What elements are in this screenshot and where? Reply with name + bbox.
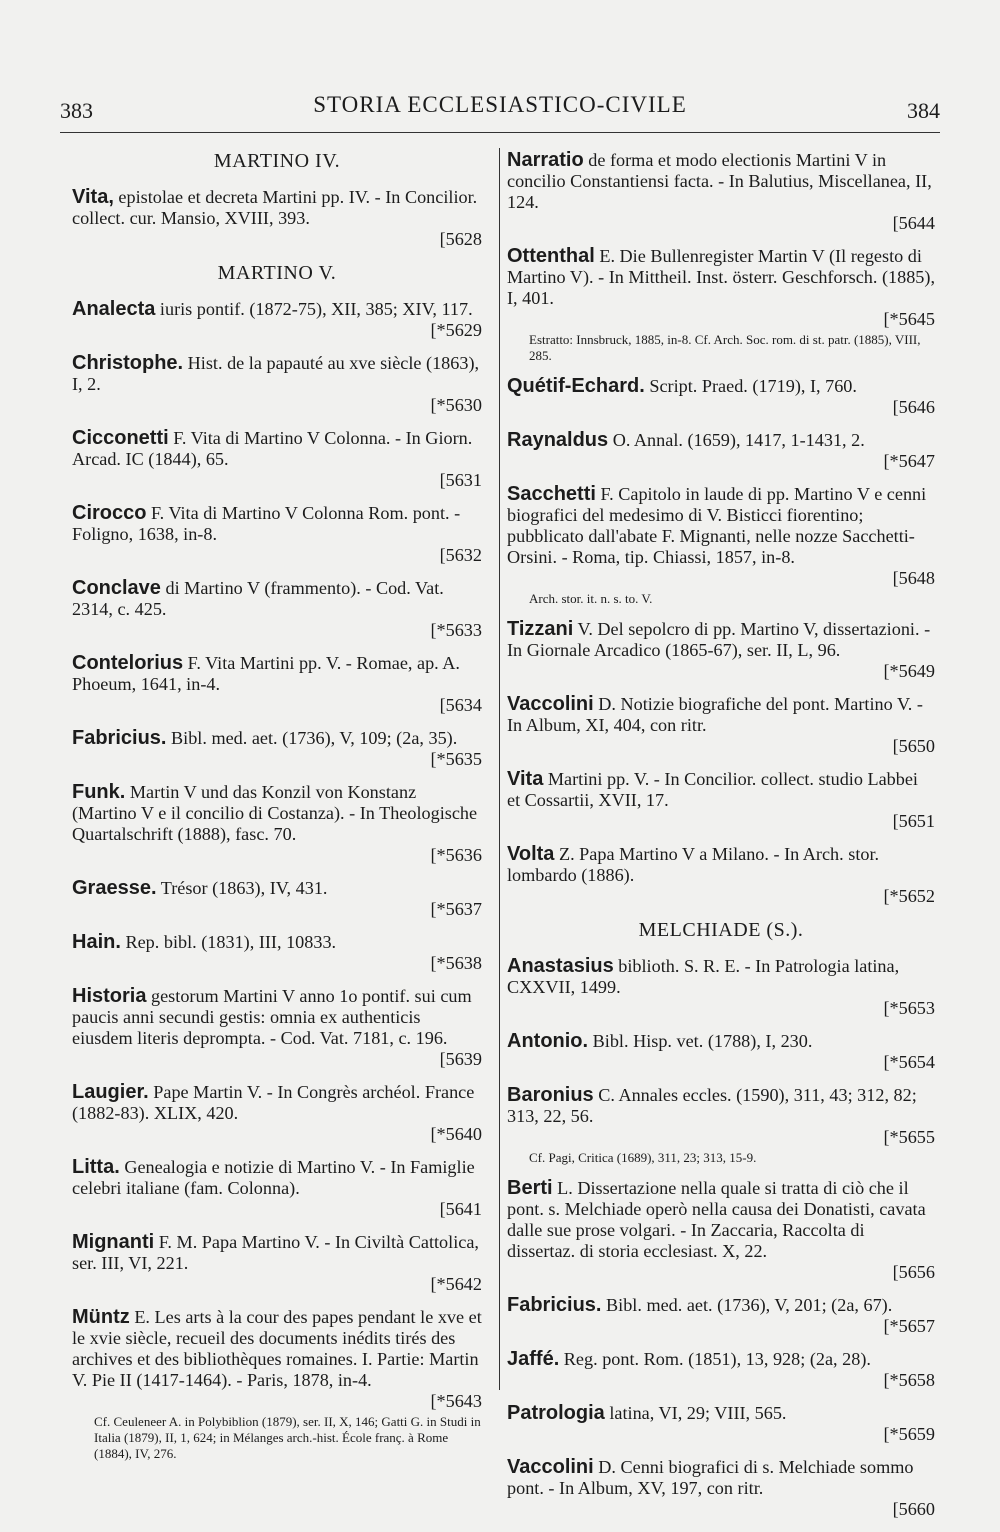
- bibliography-entry: [72, 986, 482, 1070]
- entry-number: [5660: [892, 1499, 935, 1519]
- entry-number: [5631: [439, 470, 482, 490]
- entry-number: [*5637: [430, 899, 482, 919]
- entry-headword: Baronius: [507, 1084, 594, 1106]
- entry-headword: Vita: [507, 768, 544, 790]
- entry-headword: Historia: [72, 985, 147, 1007]
- entry-headword: Sacchetti: [507, 483, 596, 505]
- entry-headword: Conclave: [72, 577, 161, 599]
- entry-headword: Antonio.: [507, 1030, 589, 1052]
- entry-headword: Berti: [507, 1177, 553, 1199]
- bibliography-entry: [72, 503, 482, 566]
- entry-headword: Graesse.: [72, 877, 157, 899]
- entry-headword: Cicconetti: [72, 427, 169, 449]
- entry-headword: Cirocco: [72, 502, 147, 524]
- bibliography-entry: [72, 878, 482, 920]
- entry-text: E. Die Bullenregister Martin V (Il regesto di Martino V). - In Mittheil. Inst. österr. Geschforsch. (1885), I, 401.: [507, 246, 936, 308]
- entry-text: E. Les arts à la cour des papes pendant le xve et le xvie siècle, recueil des documents inédits tirés des archives et des bibliothèques romaines. I. Partie: Martin V. Pie II (1417-1464). - Paris, 1878, in-4.: [72, 1307, 482, 1390]
- bibliography-entry: [507, 1178, 935, 1283]
- entry-number: [*5659: [883, 1424, 935, 1444]
- section-heading: MARTINO IV.: [213, 150, 341, 172]
- bibliography-entry: [72, 728, 482, 770]
- entry-number: [5644: [892, 213, 935, 233]
- entry-number: [5651: [892, 811, 935, 831]
- left-column: [72, 150, 482, 1474]
- entry-headword: Volta: [507, 843, 555, 865]
- bibliography-entry: [72, 299, 482, 341]
- entry-number: [*5633: [430, 620, 482, 640]
- entry-number: [5639: [439, 1049, 482, 1069]
- bibliography-entry: [72, 782, 482, 866]
- entry-number: [*5629: [430, 320, 482, 340]
- entry-headword: Anastasius: [507, 955, 614, 977]
- entry-number: [*5643: [430, 1391, 482, 1411]
- entry-text: iuris pontif. (1872-75), XII, 385; XIV, 117.: [159, 299, 473, 319]
- entry-headword: Tizzani: [507, 618, 574, 640]
- entry-headword: Mignanti: [72, 1231, 155, 1253]
- entry-text: F. M. Papa Martino V. - In Civiltà Cattolica, ser. III, VI, 221.: [72, 1232, 479, 1273]
- entry-text: epistolae et decreta Martini pp. IV. - In Concilior. collect. cur. Mansio, XVIII, 393.: [72, 187, 478, 228]
- entry-number: [5634: [439, 695, 482, 715]
- entry-note: Cf. Pagi, Critica (1689), 311, 23; 313, 15-9.: [529, 1150, 757, 1165]
- entry-text: di Martino V (frammento). - Cod. Vat. 2314, c. 425.: [72, 578, 444, 619]
- entry-text: L. Dissertazione nella quale si tratta di ciò che il pont. s. Melchiade operò nella causa dei Donatisti, cavata dalle sue prose volgari. - In Zaccaria, Raccolta di dissertaz. di storia ecclesiast. X, 22.: [507, 1178, 926, 1261]
- bibliography-entry: [507, 694, 935, 757]
- bibliography-entry: [507, 484, 935, 607]
- entry-text: gestorum Martini V anno 1o pontif. sui cum paucis anni secundi gestis: omnia ex authenticis eiusdem literis deprompta. - Cod. Vat. 7181, c. 196.: [72, 986, 472, 1048]
- entry-headword: Litta.: [72, 1156, 120, 1178]
- entry-headword: Jaffé.: [507, 1348, 560, 1370]
- entry-text: O. Annal. (1659), 1417, 1-1431, 2.: [612, 430, 865, 450]
- entry-text: V. Del sepolcro di pp. Martino V, dissertazioni. - In Giornale Arcadico (1865-67), ser. II, L, 96.: [507, 619, 931, 660]
- bibliography-entry: [72, 1232, 482, 1295]
- bibliography-entry: [507, 844, 935, 907]
- bibliography-entry: [507, 1349, 935, 1391]
- entry-number: [*5636: [430, 845, 482, 865]
- bibliography-entry: [72, 187, 482, 250]
- bibliography-entry: [72, 1307, 482, 1462]
- header-rule: [60, 132, 940, 133]
- entry-text: Bibl. Hisp. vet. (1788), I, 230.: [592, 1031, 813, 1051]
- entry-headword: Raynaldus: [507, 429, 609, 451]
- entry-text: C. Annales eccles. (1590), 311, 43; 312, 82; 313, 22, 56.: [507, 1085, 917, 1126]
- entry-number: [5648: [892, 568, 935, 588]
- column-divider: [499, 148, 500, 1390]
- bibliography-entry: [72, 653, 482, 716]
- entry-text: Genealogia e notizie di Martino V. - In Famiglie celebri italiane (fam. Colonna).: [72, 1157, 475, 1198]
- bibliography-entry: [72, 1082, 482, 1145]
- entry-headword: Fabricius.: [72, 727, 167, 749]
- section-heading: MARTINO V.: [217, 262, 337, 284]
- entry-headword: Vaccolini: [507, 1456, 594, 1478]
- entry-headword: Vaccolini: [507, 693, 594, 715]
- entry-text: Bibl. med. aet. (1736), V, 109; (2a, 35).: [171, 728, 458, 748]
- bibliography-entry: [72, 428, 482, 491]
- entry-headword: Ottenthal: [507, 245, 595, 267]
- entry-headword: Analecta: [72, 298, 156, 320]
- entry-text: Z. Papa Martino V a Milano. - In Arch. stor. lombardo (1886).: [507, 844, 880, 885]
- entry-text: Script. Praed. (1719), I, 760.: [649, 376, 857, 396]
- entry-text: latina, VI, 29; VIII, 565.: [609, 1403, 787, 1423]
- bibliography-entry: [507, 376, 935, 418]
- entry-number: [5656: [892, 1262, 935, 1282]
- entry-text: Martin V und das Konzil von Konstanz (Martino V e il concilio di Costanza). - In Theologische Quartalschrift (1888), fasc. 70.: [72, 782, 478, 844]
- entry-number: [*5652: [883, 886, 935, 906]
- entry-text: Hist. de la papauté au xve siècle (1863), I, 2.: [72, 353, 480, 394]
- entry-text: de forma et modo electionis Martini V in concilio Constantiensi facta. - In Balutius, Miscellanea, II, 124.: [507, 150, 932, 212]
- entry-note: Estratto: Innsbruck, 1885, in-8. Cf. Arch. Soc. rom. di st. patr. (1885), VIII, 285.: [529, 332, 921, 363]
- entry-headword: Narratio: [507, 149, 584, 171]
- entry-headword: Funk.: [72, 781, 126, 803]
- entry-headword: Hain.: [72, 931, 121, 953]
- bibliography-entry: [507, 1031, 935, 1073]
- entry-text: Pape Martin V. - In Congrès archéol. France (1882-83). XLIX, 420.: [72, 1082, 475, 1123]
- entry-number: [*5630: [430, 395, 482, 415]
- entry-text: Martini pp. V. - In Concilior. collect. studio Labbei et Cossartii, XVII, 17.: [507, 769, 918, 810]
- page-number-left: 383: [60, 98, 93, 123]
- bibliography-entry: [72, 578, 482, 641]
- entry-text: F. Vita Martini pp. V. - Romae, ap. A. Phoeum, 1641, in-4.: [72, 653, 460, 694]
- entry-headword: Laugier.: [72, 1081, 149, 1103]
- entry-text: F. Capitolo in laude di pp. Martino V e cenni biografici del medesimo di V. Bisticci fiorentino; pubblicato dall'abate F. Mignanti, nelle nozze Sacchetti-Orsini. - Roma, tip. Chiassi, 1857, in-8.: [507, 484, 927, 567]
- entry-number: [*5642: [430, 1274, 482, 1294]
- entry-text: biblioth. S. R. E. - In Patrologia latina, CXXVII, 1499.: [507, 956, 900, 997]
- entry-text: Rep. bibl. (1831), III, 10833.: [125, 932, 337, 952]
- running-title: STORIA ECCLESIASTICO-CIVILE: [313, 92, 687, 117]
- entry-number: [*5657: [883, 1316, 935, 1336]
- entry-text: F. Vita di Martino V Colonna. - In Giorn. Arcad. IC (1844), 65.: [72, 428, 473, 469]
- bibliography-entry: [507, 769, 935, 832]
- bibliography-entry: [72, 1157, 482, 1220]
- entry-headword: Fabricius.: [507, 1294, 602, 1316]
- entry-text: Trésor (1863), IV, 431.: [160, 878, 328, 898]
- entry-number: [5628: [439, 229, 482, 249]
- entry-text: Bibl. med. aet. (1736), V, 201; (2a, 67).: [606, 1295, 893, 1315]
- entry-number: [*5635: [430, 749, 482, 769]
- entry-number: [5650: [892, 736, 935, 756]
- entry-headword: Vita,: [72, 186, 114, 208]
- bibliography-entry: [507, 956, 935, 1019]
- bibliography-entry: [507, 1295, 935, 1337]
- bibliography-entry: [72, 353, 482, 416]
- entry-headword: Contelorius: [72, 652, 184, 674]
- bibliography-entry: [507, 150, 935, 234]
- entry-number: [*5638: [430, 953, 482, 973]
- page-number-right: 384: [907, 98, 940, 123]
- entry-number: [*5647: [883, 451, 935, 471]
- entry-note: Arch. stor. it. n. s. to. V.: [529, 591, 653, 606]
- right-column: [507, 150, 935, 1532]
- entry-number: [*5654: [883, 1052, 935, 1072]
- entry-text: D. Notizie biografiche del pont. Martino V. - In Album, XI, 404, con ritr.: [507, 694, 923, 735]
- entry-headword: Christophe.: [72, 352, 184, 374]
- entry-headword: Müntz: [72, 1306, 130, 1328]
- entry-text: Reg. pont. Rom. (1851), 13, 928; (2a, 28).: [563, 1349, 871, 1369]
- entry-number: [*5653: [883, 998, 935, 1018]
- entry-number: [5646: [892, 397, 935, 417]
- entry-number: [*5645: [883, 309, 935, 329]
- entry-number: [*5655: [883, 1127, 935, 1147]
- running-header: [60, 92, 940, 126]
- entry-headword: Patrologia: [507, 1402, 605, 1424]
- bibliography-entry: [507, 1085, 935, 1166]
- bibliography-entry: [507, 1403, 935, 1445]
- entry-headword: Quétif-Echard.: [507, 375, 645, 397]
- entry-number: [*5640: [430, 1124, 482, 1144]
- entry-number: [*5658: [883, 1370, 935, 1390]
- entry-number: [5632: [439, 545, 482, 565]
- entry-text: D. Cenni biografici di s. Melchiade sommo pont. - In Album, XV, 197, con ritr.: [507, 1457, 914, 1498]
- bibliography-entry: [507, 619, 935, 682]
- section-heading: MELCHIADE (S.).: [638, 919, 804, 941]
- bibliography-entry: [507, 246, 935, 364]
- entry-note: Cf. Ceuleneer A. in Polybiblion (1879), ser. II, X, 146; Gatti G. in Studi in Italia (1879), II, 1, 624; in Mélanges arch.-hist. École franç. à Rome (1884), IV, 276.: [94, 1414, 481, 1461]
- entry-number: [*5649: [883, 661, 935, 681]
- entry-number: [5641: [439, 1199, 482, 1219]
- bibliography-entry: [72, 932, 482, 974]
- bibliography-entry: [507, 430, 935, 472]
- entry-text: F. Vita di Martino V Colonna Rom. pont. - Foligno, 1638, in-8.: [72, 503, 461, 544]
